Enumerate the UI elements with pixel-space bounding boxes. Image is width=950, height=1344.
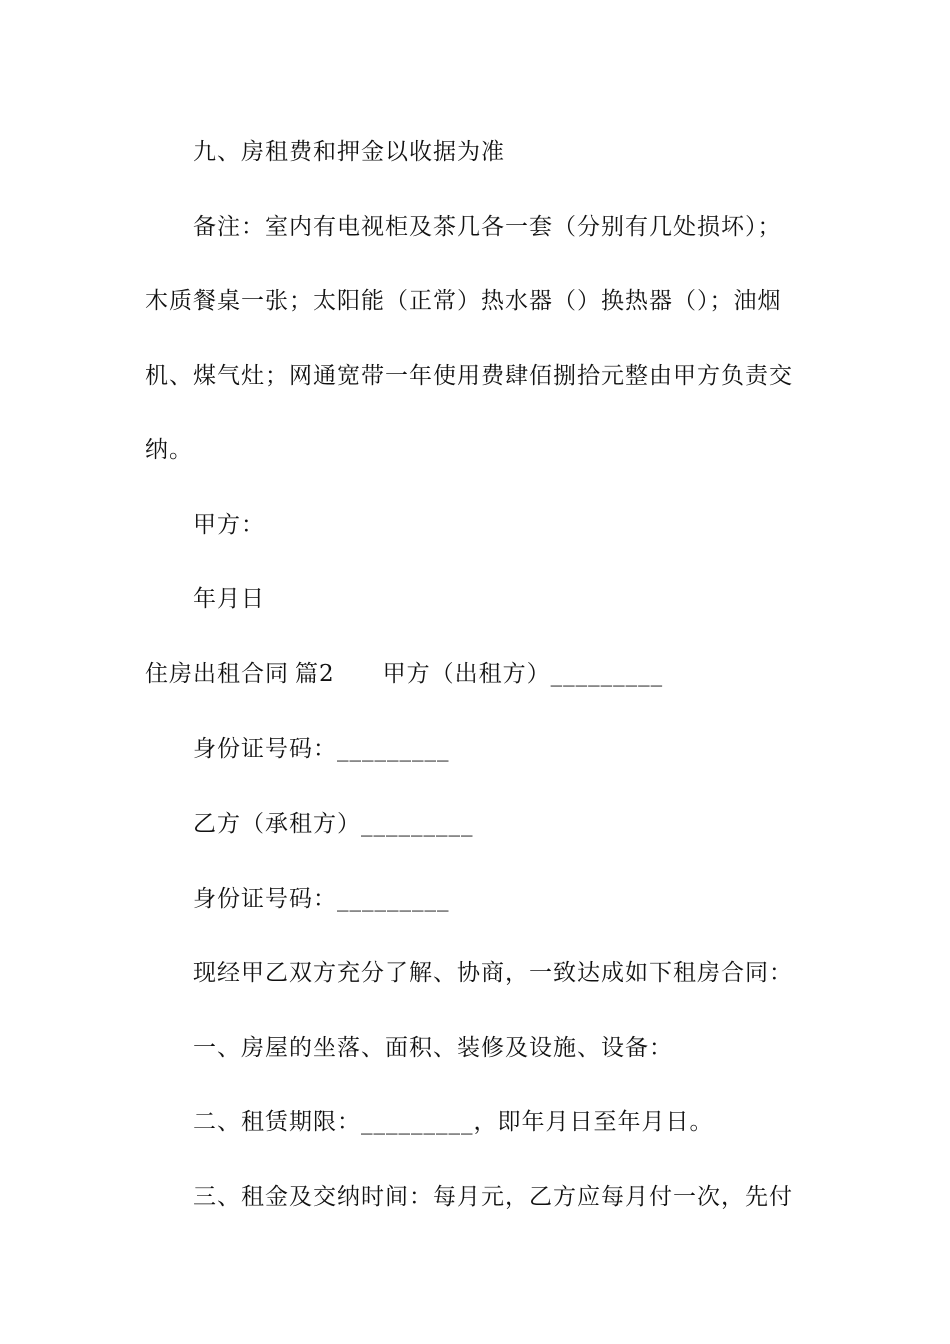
- party-a-signature: 甲方：: [193, 512, 265, 538]
- clause-three: 三、租金及交纳时间：每月元，乙方应每月付一次，先付: [193, 1184, 793, 1210]
- clause-one: 一、房屋的坐落、面积、装修及设施、设备：: [193, 1035, 673, 1061]
- tenant-id-line: 身份证号码：_________: [193, 886, 450, 912]
- landlord-label: 甲方（出租方）_________: [382, 661, 664, 687]
- signature-date: 年月日: [193, 586, 265, 612]
- remarks-line-2: 木质餐桌一张；太阳能（正常）热水器（）换热器（）；油烟: [145, 288, 782, 314]
- clause-two: 二、租赁期限：_________，即年月日至年月日。: [193, 1109, 714, 1135]
- remarks-line-4: 纳。: [145, 437, 193, 463]
- landlord-id-line: 身份证号码：_________: [193, 736, 450, 762]
- tenant-label: 乙方（承租方）_________: [193, 811, 474, 837]
- clause-nine: 九、房租费和押金以收据为准: [193, 139, 505, 165]
- section-title: 住房出租合同: [145, 661, 289, 687]
- contract-intro: 现经甲乙双方充分了解、协商，一致达成如下租房合同：: [193, 960, 793, 986]
- section-heading-row: [145, 659, 815, 689]
- remarks-line-3: 机、煤气灶；网通宽带一年使用费肆佰捌拾元整由甲方负责交: [145, 363, 793, 389]
- remarks-line-1: 备注：室内有电视柜及茶几各一套（分别有几处损坏）；: [193, 214, 782, 240]
- section-number: 篇2: [295, 661, 335, 687]
